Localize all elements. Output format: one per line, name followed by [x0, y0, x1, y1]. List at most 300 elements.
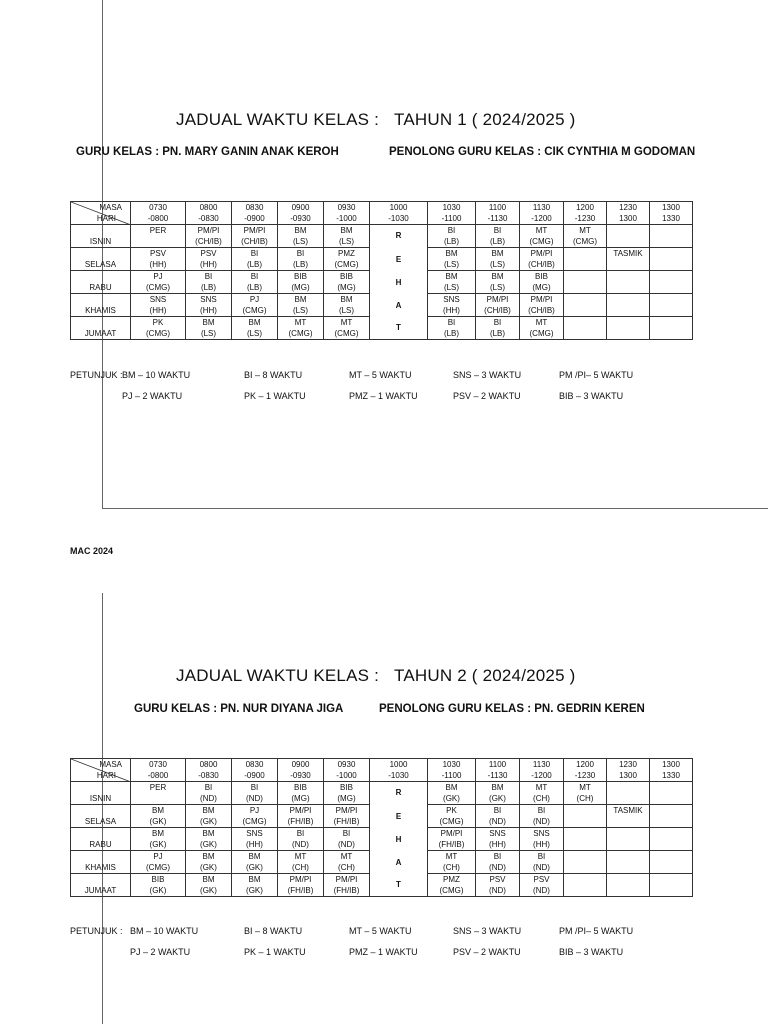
subject-code: BM — [445, 783, 458, 792]
subject-code: PMZ — [338, 249, 355, 258]
time-start: 0830 — [245, 760, 264, 769]
teacher-code: (LB) — [443, 237, 460, 246]
teacher-code: (GK) — [200, 886, 217, 895]
subject-cell — [324, 851, 370, 874]
teacher-code: (CMG) — [529, 329, 554, 338]
subject-cell — [607, 828, 650, 851]
time-start: 1300 — [662, 760, 680, 769]
teacher-code: (GK) — [149, 817, 167, 826]
teacher-code: (MG) — [291, 794, 310, 803]
teacher-code: (CMG) — [439, 886, 464, 895]
subject-code: BM — [491, 249, 504, 258]
subject-cell — [564, 294, 607, 317]
subject-code: SNS — [246, 829, 263, 838]
time-start: 1300 — [662, 203, 680, 212]
time-end: -0830 — [198, 771, 219, 780]
timetable-year: TAHUN 1 ( 2024/2025 ) — [394, 110, 576, 129]
time-end: -0830 — [198, 214, 219, 223]
teacher-code: (CMG) — [573, 237, 597, 246]
subject-code: TASMIK — [613, 249, 643, 258]
masa-label: MASA — [99, 760, 122, 769]
time-slot-header — [370, 759, 428, 782]
subject-code: BI — [493, 318, 502, 327]
subject-code: BI — [204, 783, 213, 792]
time-end: -1130 — [487, 214, 508, 223]
subject-cell — [476, 271, 520, 294]
subject-cell — [428, 782, 476, 805]
day-label: KHAMIS — [71, 294, 131, 317]
day-row — [71, 805, 693, 828]
petunjuk-item: BIB – 3 WAKTU — [559, 391, 624, 401]
day-label: SELASA — [71, 805, 131, 828]
day-label: RABU — [71, 828, 131, 851]
subject-cell — [650, 248, 693, 271]
subject-code: MT — [294, 318, 307, 327]
time-slot-header — [428, 759, 476, 782]
subject-code: BM — [294, 226, 307, 235]
time-end: -1030 — [388, 771, 409, 780]
subject-cell — [131, 851, 186, 874]
teacher-code: (GK) — [200, 817, 217, 826]
subject-cell — [324, 828, 370, 851]
day-label: ISNIN — [71, 782, 131, 805]
subject-cell — [476, 317, 520, 340]
time-slot-header — [131, 759, 186, 782]
petunjuk-item: BIB – 3 WAKTU — [559, 947, 624, 957]
subject-code: PJ — [153, 852, 163, 861]
teacher-code: (LB) — [489, 329, 506, 338]
teacher-code: (CMG) — [146, 283, 170, 292]
time-end: -0930 — [290, 214, 311, 223]
time-slot-header — [324, 759, 370, 782]
subject-cell — [650, 874, 693, 897]
time-end: -1230 — [574, 771, 596, 780]
subject-cell — [324, 782, 370, 805]
day-label: SELASA — [71, 248, 131, 271]
petunjuk-item: BI – 8 WAKTU — [244, 370, 303, 380]
subject-code: MT — [579, 783, 591, 792]
time-start: 1230 — [619, 203, 637, 212]
teacher-code: (ND) — [489, 863, 506, 872]
subject-cell — [186, 317, 232, 340]
subject-code: PER — [149, 783, 167, 792]
subject-code: MT — [340, 852, 353, 861]
time-slot-header — [520, 202, 564, 225]
teacher-code: (MG) — [337, 283, 356, 292]
subject-cell — [232, 294, 278, 317]
teacher-code: (ND) — [489, 817, 506, 826]
teacher-code: (MG) — [337, 794, 356, 803]
teacher-code: (LB) — [443, 329, 460, 338]
teacher-code: (HH) — [149, 306, 167, 315]
subject-code: BM — [202, 852, 215, 861]
subject-cell — [476, 225, 520, 248]
subject-cell — [476, 851, 520, 874]
subject-code: BIB — [151, 875, 165, 884]
penolong-guru-kelas: PENOLONG GURU KELAS : PN. GEDRIN KEREN — [379, 703, 645, 715]
subject-cell — [476, 294, 520, 317]
subject-code: MT — [340, 318, 353, 327]
teacher-code: (MG) — [532, 283, 551, 292]
teacher-code: (CMG) — [334, 329, 359, 338]
teacher-code: (LB) — [246, 260, 263, 269]
subject-code: PM/PI — [289, 875, 312, 884]
teacher-code: (ND) — [533, 863, 550, 872]
teacher-code: (LS) — [338, 237, 355, 246]
subject-cell — [564, 225, 607, 248]
rehat-cell — [370, 248, 428, 271]
petunjuk-item: BI – 8 WAKTU — [244, 926, 303, 936]
subject-code: BI — [204, 272, 213, 281]
time-end: -1200 — [531, 771, 552, 780]
time-start: 1000 — [389, 760, 408, 769]
subject-code: MT — [579, 226, 591, 235]
time-start: 1230 — [619, 760, 637, 769]
time-start: 0900 — [291, 203, 310, 212]
subject-code: BM — [491, 783, 504, 792]
rehat-cell — [370, 851, 428, 874]
teacher-code: (CH/IB) — [484, 306, 511, 315]
teacher-code: (CH) — [338, 863, 355, 872]
day-row — [71, 874, 693, 897]
subject-code: BI — [493, 852, 502, 861]
time-slot-header — [232, 202, 278, 225]
rehat-letter: T — [396, 323, 401, 333]
subject-code: SNS — [533, 829, 550, 838]
subject-code: BM — [202, 829, 215, 838]
teacher-code: (LS) — [443, 283, 460, 292]
subject-code: PM/PI — [289, 806, 312, 815]
subject-code: PK — [446, 806, 457, 815]
subject-code: SNS — [443, 295, 460, 304]
subject-cell — [232, 851, 278, 874]
subject-cell — [607, 317, 650, 340]
teacher-code: (CMG) — [529, 237, 554, 246]
subject-cell — [186, 828, 232, 851]
subject-code: BM — [248, 852, 261, 861]
time-start: 1130 — [532, 203, 551, 212]
petunjuk-item: SNS – 3 WAKTU — [453, 370, 522, 380]
teacher-code: (LS) — [489, 260, 506, 269]
petunjuk-item: BM – 10 WAKTU — [130, 926, 199, 936]
petunjuk-item: MT – 5 WAKTU — [349, 926, 412, 936]
subject-cell — [607, 294, 650, 317]
subject-cell — [278, 805, 324, 828]
petunjuk-item: PSV – 2 WAKTU — [453, 947, 521, 957]
subject-code: BM — [202, 806, 215, 815]
teacher-code: (LS) — [292, 237, 309, 246]
subject-code: MT — [535, 318, 548, 327]
subject-cell — [607, 271, 650, 294]
subject-cell — [650, 828, 693, 851]
teacher-code: (HH) — [149, 260, 167, 269]
time-start: 1130 — [532, 760, 551, 769]
teacher-code: (CH/IB) — [241, 237, 268, 246]
subject-cell — [278, 782, 324, 805]
time-start: 0830 — [245, 203, 264, 212]
subject-cell — [428, 874, 476, 897]
subject-cell — [131, 248, 186, 271]
masa-hari-cell — [71, 202, 131, 225]
subject-cell — [131, 782, 186, 805]
petunjuk-item: PJ – 2 WAKTU — [122, 391, 183, 401]
subject-cell — [232, 225, 278, 248]
masa-hari-cell — [71, 759, 131, 782]
subject-code: BM — [248, 318, 261, 327]
subject-cell — [278, 851, 324, 874]
time-end: 1330 — [662, 771, 680, 780]
time-start: 1030 — [442, 760, 461, 769]
day-label: KHAMIS — [71, 851, 131, 874]
teacher-code: (HH) — [489, 840, 506, 849]
footer-date: MAC 2024 — [70, 546, 114, 556]
subject-cell — [186, 271, 232, 294]
time-slot-header — [520, 759, 564, 782]
time-slot-header — [131, 202, 186, 225]
subject-cell — [324, 248, 370, 271]
subject-code: PM/PI — [530, 249, 553, 258]
teacher-code: (GK) — [149, 840, 167, 849]
subject-cell — [564, 828, 607, 851]
subject-cell — [650, 317, 693, 340]
subject-cell — [428, 225, 476, 248]
rehat-letter: E — [395, 811, 402, 821]
subject-cell — [607, 805, 650, 828]
teacher-code: (GK) — [489, 794, 506, 803]
subject-code: SNS — [200, 295, 217, 304]
time-start: 1000 — [389, 203, 408, 212]
rehat-cell — [370, 828, 428, 851]
subject-code: BM — [445, 272, 458, 281]
petunjuk-item: PK – 1 WAKTU — [244, 391, 306, 401]
subject-cell — [520, 271, 564, 294]
subject-cell — [232, 782, 278, 805]
subject-code: BIB — [340, 272, 353, 281]
teacher-code: (ND) — [292, 840, 309, 849]
teacher-code: (ND) — [200, 794, 217, 803]
teacher-code: (ND) — [338, 840, 355, 849]
subject-code: MT — [535, 226, 548, 235]
teacher-code: (LB) — [489, 237, 506, 246]
teacher-code: (LB) — [292, 260, 309, 269]
subject-cell — [476, 874, 520, 897]
subject-cell — [186, 248, 232, 271]
timetable — [70, 758, 693, 897]
teacher-code: (FH/IB) — [287, 886, 314, 895]
subject-cell — [476, 248, 520, 271]
subject-code: BI — [447, 318, 456, 327]
subject-cell — [131, 271, 186, 294]
masa-label: MASA — [99, 203, 122, 212]
rehat-letter: H — [395, 277, 402, 287]
subject-code: PSV — [533, 875, 550, 884]
time-end: -1000 — [336, 214, 357, 223]
time-end: 1330 — [662, 214, 680, 223]
subject-code: BI — [537, 852, 546, 861]
teacher-code: (LB) — [246, 283, 263, 292]
subject-cell — [607, 248, 650, 271]
time-slot-header — [607, 202, 650, 225]
time-end: -1200 — [531, 214, 552, 223]
rehat-letter: T — [396, 880, 401, 890]
subject-code: BI — [537, 806, 546, 815]
teacher-code: (GK) — [443, 794, 460, 803]
teacher-code: (CH/IB) — [528, 306, 555, 315]
subject-code: MT — [294, 852, 307, 861]
subject-cell — [607, 874, 650, 897]
subject-code: PM/PI — [243, 226, 266, 235]
subject-cell — [564, 874, 607, 897]
subject-cell — [428, 851, 476, 874]
teacher-code: (CMG) — [146, 863, 170, 872]
teacher-code: (ND) — [246, 794, 263, 803]
subject-cell — [428, 248, 476, 271]
time-slot-header — [564, 202, 607, 225]
subject-cell — [564, 782, 607, 805]
petunjuk-item: PK – 1 WAKTU — [244, 947, 306, 957]
subject-cell — [564, 248, 607, 271]
petunjuk-item: PMZ – 1 WAKTU — [349, 947, 418, 957]
teacher-code: (GK) — [200, 863, 217, 872]
subject-cell — [131, 225, 186, 248]
teacher-code: (HH) — [533, 840, 550, 849]
rehat-cell — [370, 317, 428, 340]
time-end: 1300 — [619, 214, 637, 223]
subject-code: TASMIK — [613, 806, 643, 815]
subject-cell — [131, 828, 186, 851]
day-row — [71, 225, 693, 248]
subject-code: BI — [342, 829, 351, 838]
teacher-code: (ND) — [533, 817, 550, 826]
subject-code: BI — [250, 272, 259, 281]
time-start: 0800 — [199, 203, 218, 212]
time-start: 0730 — [149, 760, 167, 769]
teacher-code: (CMG) — [242, 306, 267, 315]
subject-cell — [186, 294, 232, 317]
timetable-year: TAHUN 2 ( 2024/2025 ) — [394, 666, 576, 685]
time-slot-header — [650, 202, 693, 225]
time-end: -0800 — [147, 771, 169, 780]
subject-cell — [607, 225, 650, 248]
subject-code: BIB — [340, 783, 353, 792]
subject-code: SNS — [489, 829, 506, 838]
teacher-code: (CH) — [443, 863, 460, 872]
time-slot-header — [650, 759, 693, 782]
subject-cell — [186, 225, 232, 248]
subject-code: MT — [535, 783, 548, 792]
rehat-letter: R — [395, 230, 402, 240]
subject-cell — [520, 851, 564, 874]
rehat-cell — [370, 874, 428, 897]
teacher-code: (CH) — [576, 794, 594, 803]
subject-cell — [324, 294, 370, 317]
time-end: -0900 — [244, 214, 265, 223]
subject-code: BM — [340, 295, 353, 304]
teacher-code: (MG) — [291, 283, 310, 292]
subject-cell — [476, 782, 520, 805]
subject-code: PMZ — [443, 875, 460, 884]
time-start: 1200 — [576, 760, 594, 769]
subject-cell — [650, 225, 693, 248]
petunjuk-item: MT – 5 WAKTU — [349, 370, 412, 380]
subject-cell — [232, 805, 278, 828]
day-label: RABU — [71, 271, 131, 294]
teacher-code: (LS) — [338, 306, 355, 315]
subject-cell — [278, 248, 324, 271]
rehat-cell — [370, 271, 428, 294]
teacher-code: (ND) — [489, 886, 506, 895]
subject-code: MT — [445, 852, 458, 861]
subject-cell — [278, 225, 324, 248]
petunjuk-item: SNS – 3 WAKTU — [453, 926, 522, 936]
teacher-code: (CMG) — [439, 817, 464, 826]
subject-cell — [278, 828, 324, 851]
subject-cell — [520, 874, 564, 897]
teacher-code: (CH/IB) — [195, 237, 222, 246]
page-border-bottom-1 — [102, 508, 768, 509]
subject-cell — [131, 317, 186, 340]
teacher-code: (FH/IB) — [287, 817, 314, 826]
time-slot-header — [186, 759, 232, 782]
subject-code: PM/PI — [197, 226, 220, 235]
day-row — [71, 828, 693, 851]
guru-kelas: GURU KELAS : PN. MARY GANIN ANAK KEROH — [76, 146, 339, 158]
time-slot-header — [428, 202, 476, 225]
time-slot-header — [324, 202, 370, 225]
subject-cell — [476, 828, 520, 851]
teacher-code: (FH/IB) — [333, 817, 360, 826]
subject-code: PSV — [489, 875, 506, 884]
subject-code: BIB — [535, 272, 548, 281]
subject-code: BI — [250, 249, 259, 258]
time-slot-header — [278, 759, 324, 782]
teacher-code: (LS) — [443, 260, 460, 269]
subject-code: BI — [296, 829, 305, 838]
subject-cell — [324, 225, 370, 248]
subject-code: BIB — [294, 272, 307, 281]
timetable — [70, 201, 693, 340]
subject-code: PM/PI — [530, 295, 553, 304]
time-end: -1000 — [336, 771, 357, 780]
subject-cell — [650, 271, 693, 294]
rehat-cell — [370, 294, 428, 317]
subject-cell — [186, 805, 232, 828]
subject-cell — [520, 782, 564, 805]
subject-cell — [232, 828, 278, 851]
teacher-code: (CH) — [533, 794, 550, 803]
day-row — [71, 317, 693, 340]
subject-cell — [131, 805, 186, 828]
hari-label: HARI — [96, 214, 116, 223]
subject-cell — [232, 271, 278, 294]
petunjuk-item: PM /PI– 5 WAKTU — [559, 370, 634, 380]
subject-cell — [131, 294, 186, 317]
time-end: -0800 — [147, 214, 169, 223]
time-start: 0930 — [337, 203, 356, 212]
teacher-code: (GK) — [246, 886, 263, 895]
subject-cell — [607, 851, 650, 874]
time-end: -1030 — [388, 214, 409, 223]
time-slot-header — [607, 759, 650, 782]
time-slot-header — [278, 202, 324, 225]
rehat-cell — [370, 782, 428, 805]
subject-code: BIB — [294, 783, 307, 792]
subject-code: BM — [202, 875, 215, 884]
subject-code: BM — [445, 249, 458, 258]
subject-cell — [650, 782, 693, 805]
subject-code: BM — [294, 295, 307, 304]
time-slot-header — [186, 202, 232, 225]
